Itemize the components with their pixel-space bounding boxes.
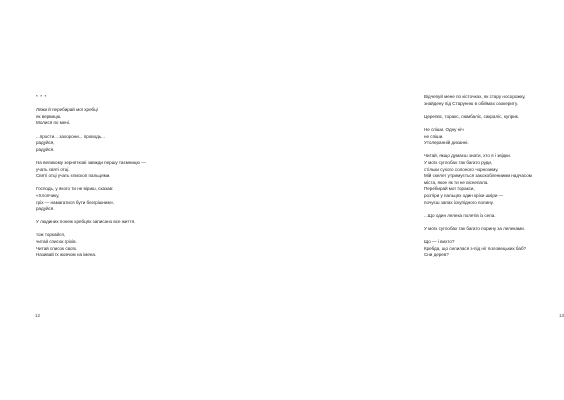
poem-line: Церепвс, торакс, люмбаліс, сакраліс, куприк. [424,113,520,119]
poem-line: Що — і вихто? [424,239,455,245]
poem-line: міста, якое як ти не віснепала. [424,179,489,185]
poem-line: тож торкайся, [36,232,66,238]
poem-line: У людиних понеж хребцях записано все життя. [36,219,136,225]
poem-line: Сни дерев? [424,252,449,258]
poem-line: ...прости... захорони... проводь... [36,133,105,139]
poem-line: не спіши. [424,133,444,139]
stanza-gap [36,127,174,134]
poem-line: ...Що один лелека полетів із села. [424,212,496,218]
stanza-gap [424,232,564,239]
poem-line: почуєш запах іскупідного полину. [424,199,494,205]
poem-line: Кребда, що силилася з-під ніг половецьких баб? [424,245,527,251]
poem-line: Відчепуй мене по кісточках, як стару носорожку, [424,94,526,99]
left-page-number: 12 [35,313,41,318]
poem-line: Не спіши. Одну ніч [424,126,464,132]
poem-line: Читай список своїх. [36,245,78,251]
poem-line: читай список гріхів. [36,239,77,245]
poem-line: Читай, якщо думаєш знати, хто я і звідки. [424,153,512,159]
poem-line: радуйся. [36,146,55,152]
poem-line: радуйся, [36,140,55,146]
poem-line: радуйся. [36,206,55,212]
stanza-gap [424,107,564,114]
right-page-number: 13 [559,313,564,318]
poem-line: Ляжи й перебирай мої хребці [36,107,98,113]
poem-line: знайдену під Старунню в обіймах озокериту. [424,100,519,106]
poem-line: гріх — намагатися бути безгрішним», [36,199,115,205]
stanza-gap [424,120,564,127]
poem-line: Утолеранній диханні. [424,140,469,146]
section-marker: * * * [36,94,47,99]
left-page [0,0,200,400]
stanza-gap [424,206,564,213]
poem-line: Мій скелет утримується закохоблениими надчасом [424,173,532,179]
poem-line: розтіри у пальцях один кріхи шкіри — [424,192,504,198]
right-poem-text [424,94,564,259]
stanza-gap [36,180,174,187]
poem-line: Молися по мені. [36,120,71,126]
poem-line: учать святі отці. [36,166,70,172]
poem-line: Господь, у якого ти не віриш, сказав: [36,186,114,192]
poem-line: Перебирай мої торакси, [424,186,475,192]
poem-line: «Хлопчику, [36,192,60,198]
stanza-gap [36,213,174,220]
poem-line: У моїх суглобах так багато порину за лелеками. [424,225,525,231]
poem-line: стільки сухого солоного чорнозему. [424,166,499,172]
stanza-gap [424,219,564,226]
poem-line: Святі отці учать єпископ пальцями. [36,173,111,179]
poem-line: На великому зерняткові завжди першу таємницю — [36,159,146,165]
left-poem-text [36,94,174,259]
poem-line: У моїх суглобах так багато руди, [424,159,493,165]
stanza-gap [36,153,174,160]
poem-line: Називай їх жовчом на імена. [36,252,97,258]
poem-line: як вервицю. [36,113,62,119]
right-page [200,0,564,400]
